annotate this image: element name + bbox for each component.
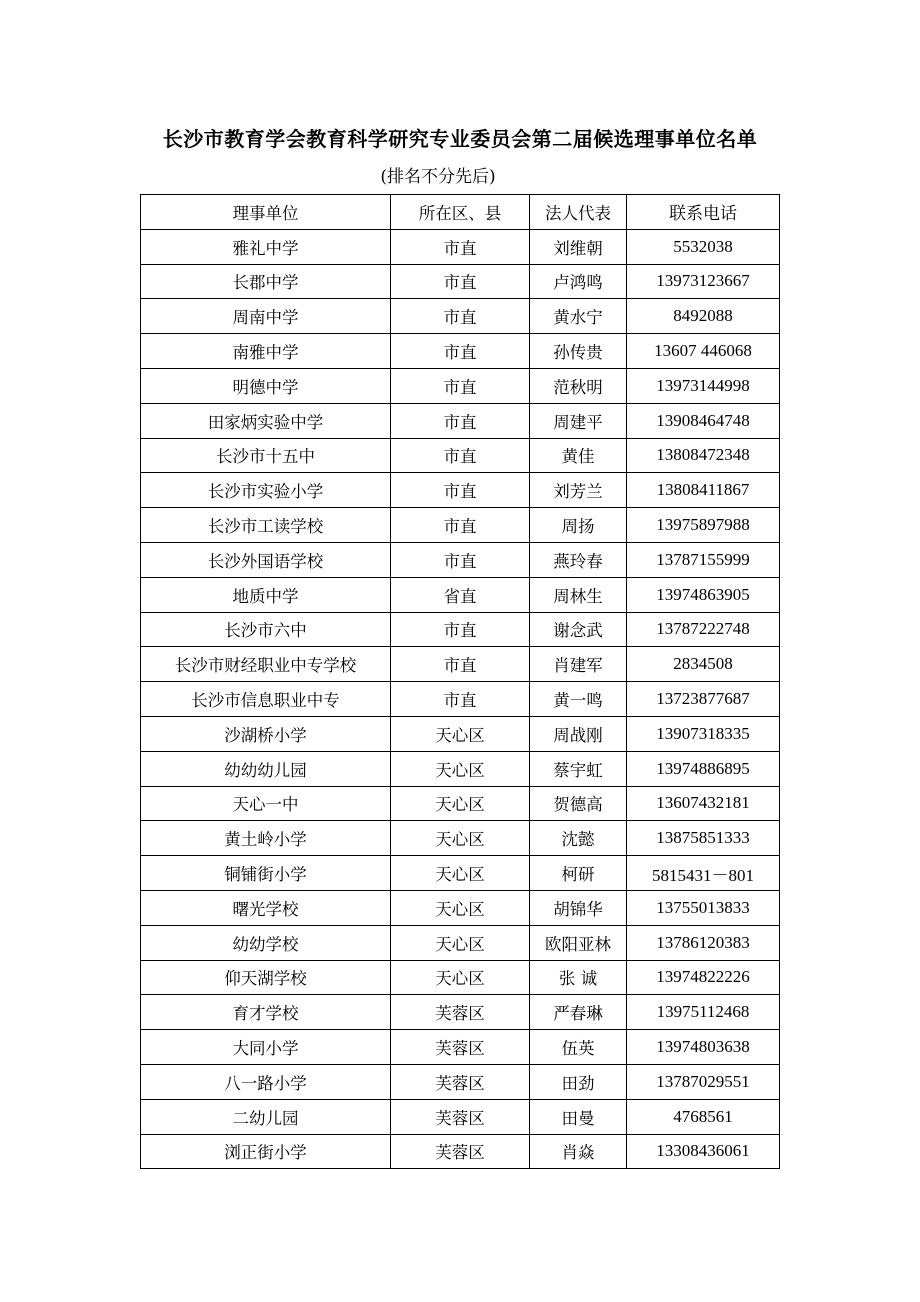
cell-phone: 13975897988: [627, 508, 780, 543]
table-row: [141, 577, 780, 612]
table-row: [141, 751, 780, 786]
cell-phone: 13974886895: [627, 751, 780, 786]
cell-district: 市直: [391, 647, 530, 682]
cell-district: 芙蓉区: [391, 1064, 530, 1099]
table-body: [141, 229, 780, 1169]
cell-district: 天心区: [391, 751, 530, 786]
table-row: [141, 334, 780, 369]
cell-district: 天心区: [391, 890, 530, 925]
cell-district: 芙蓉区: [391, 1030, 530, 1065]
cell-unit: 周南中学: [141, 299, 391, 334]
cell-unit: 黄土岭小学: [141, 821, 391, 856]
table-row: [141, 716, 780, 751]
cell-phone: 13755013833: [627, 890, 780, 925]
cell-legal-rep: 肖建军: [530, 647, 627, 682]
cell-unit: 天心一中: [141, 786, 391, 821]
cell-unit: 长沙市实验小学: [141, 473, 391, 508]
table-row: [141, 647, 780, 682]
cell-legal-rep: 严春琳: [530, 995, 627, 1030]
table-row: [141, 856, 780, 891]
table-row: [141, 786, 780, 821]
cell-district: 天心区: [391, 856, 530, 891]
cell-district: 市直: [391, 438, 530, 473]
cell-unit: 曙光学校: [141, 890, 391, 925]
cell-unit: 长沙外国语学校: [141, 542, 391, 577]
cell-phone: 13723877687: [627, 682, 780, 717]
table-row: [141, 1099, 780, 1134]
cell-unit: 沙湖桥小学: [141, 716, 391, 751]
cell-phone: 5815431－801: [627, 856, 780, 891]
cell-phone: 2834508: [627, 647, 780, 682]
cell-phone: 13974863905: [627, 577, 780, 612]
cell-unit: 仰天湖学校: [141, 960, 391, 995]
cell-unit: 雅礼中学: [141, 229, 391, 264]
cell-phone: 13787155999: [627, 542, 780, 577]
header-unit: 理事单位: [141, 195, 391, 230]
table-row: [141, 960, 780, 995]
cell-legal-rep: 沈懿: [530, 821, 627, 856]
cell-district: 市直: [391, 612, 530, 647]
table-row: [141, 438, 780, 473]
table-row: [141, 229, 780, 264]
cell-legal-rep: 周扬: [530, 508, 627, 543]
cell-legal-rep: 柯研: [530, 856, 627, 891]
cell-phone: 13787029551: [627, 1064, 780, 1099]
cell-phone: 13875851333: [627, 821, 780, 856]
cell-unit: 长沙市财经职业中专学校: [141, 647, 391, 682]
table-row: [141, 1030, 780, 1065]
cell-legal-rep: 田曼: [530, 1099, 627, 1134]
table-row: [141, 264, 780, 299]
cell-legal-rep: 黄一鸣: [530, 682, 627, 717]
cell-unit: 幼幼学校: [141, 925, 391, 960]
cell-phone: 13308436061: [627, 1134, 780, 1169]
table-row: [141, 299, 780, 334]
cell-unit: 长沙市信息职业中专: [141, 682, 391, 717]
cell-legal-rep: 刘芳兰: [530, 473, 627, 508]
cell-district: 天心区: [391, 960, 530, 995]
table-row: [141, 473, 780, 508]
table-row: [141, 1064, 780, 1099]
table-row: [141, 995, 780, 1030]
cell-phone: 13607432181: [627, 786, 780, 821]
cell-phone: 13808411867: [627, 473, 780, 508]
table-row: [141, 542, 780, 577]
table-header-row: [141, 195, 780, 230]
page-title: 长沙市教育学会教育科学研究专业委员会第二届候选理事单位名单: [162, 127, 758, 151]
cell-unit: 明德中学: [141, 368, 391, 403]
cell-legal-rep: 胡锦华: [530, 890, 627, 925]
cell-legal-rep: 伍英: [530, 1030, 627, 1065]
cell-legal-rep: 张 诚: [530, 960, 627, 995]
cell-phone: 13974803638: [627, 1030, 780, 1065]
cell-district: 天心区: [391, 925, 530, 960]
cell-district: 市直: [391, 682, 530, 717]
cell-district: 芙蓉区: [391, 995, 530, 1030]
table-row: [141, 821, 780, 856]
cell-unit: 长沙市工读学校: [141, 508, 391, 543]
cell-district: 天心区: [391, 716, 530, 751]
cell-unit: 田家炳实验中学: [141, 403, 391, 438]
cell-phone: 8492088: [627, 299, 780, 334]
cell-phone: 13607 446068: [627, 334, 780, 369]
cell-unit: 幼幼幼儿园: [141, 751, 391, 786]
table-row: [141, 890, 780, 925]
cell-district: 市直: [391, 299, 530, 334]
cell-phone: 13975112468: [627, 995, 780, 1030]
cell-district: 市直: [391, 473, 530, 508]
cell-unit: 长郡中学: [141, 264, 391, 299]
cell-phone: 13907318335: [627, 716, 780, 751]
cell-legal-rep: 刘维朝: [530, 229, 627, 264]
cell-district: 市直: [391, 508, 530, 543]
cell-phone: 13786120383: [627, 925, 780, 960]
table-row: [141, 612, 780, 647]
header-phone: 联系电话: [627, 195, 780, 230]
cell-legal-rep: 黄佳: [530, 438, 627, 473]
cell-district: 市直: [391, 264, 530, 299]
cell-district: 市直: [391, 334, 530, 369]
cell-district: 市直: [391, 542, 530, 577]
council-member-table: [140, 194, 780, 1169]
table-row: [141, 403, 780, 438]
table-row: [141, 925, 780, 960]
cell-unit: 二幼儿园: [141, 1099, 391, 1134]
cell-legal-rep: 欧阳亚林: [530, 925, 627, 960]
header-legal-rep: 法人代表: [530, 195, 627, 230]
cell-legal-rep: 蔡宇虹: [530, 751, 627, 786]
cell-legal-rep: 周战刚: [530, 716, 627, 751]
cell-legal-rep: 田劲: [530, 1064, 627, 1099]
cell-legal-rep: 卢鸿鸣: [530, 264, 627, 299]
table-row: [141, 682, 780, 717]
cell-legal-rep: 肖焱: [530, 1134, 627, 1169]
cell-district: 省直: [391, 577, 530, 612]
cell-district: 天心区: [391, 821, 530, 856]
cell-unit: 育才学校: [141, 995, 391, 1030]
cell-phone: 13974822226: [627, 960, 780, 995]
cell-district: 市直: [391, 368, 530, 403]
cell-phone: 13787222748: [627, 612, 780, 647]
cell-legal-rep: 黄水宁: [530, 299, 627, 334]
cell-phone: 13808472348: [627, 438, 780, 473]
cell-unit: 长沙市十五中: [141, 438, 391, 473]
table-row: [141, 368, 780, 403]
cell-phone: 13973144998: [627, 368, 780, 403]
ranking-note: (排名不分先后): [380, 167, 496, 187]
cell-legal-rep: 周林生: [530, 577, 627, 612]
cell-district: 芙蓉区: [391, 1134, 530, 1169]
cell-phone: 4768561: [627, 1099, 780, 1134]
cell-phone: 13973123667: [627, 264, 780, 299]
cell-district: 天心区: [391, 786, 530, 821]
cell-legal-rep: 周建平: [530, 403, 627, 438]
cell-unit: 地质中学: [141, 577, 391, 612]
cell-legal-rep: 燕玲春: [530, 542, 627, 577]
cell-legal-rep: 范秋明: [530, 368, 627, 403]
cell-unit: 长沙市六中: [141, 612, 391, 647]
cell-unit: 南雅中学: [141, 334, 391, 369]
cell-legal-rep: 谢念武: [530, 612, 627, 647]
cell-legal-rep: 孙传贵: [530, 334, 627, 369]
cell-phone: 13908464748: [627, 403, 780, 438]
cell-unit: 八一路小学: [141, 1064, 391, 1099]
cell-district: 芙蓉区: [391, 1099, 530, 1134]
cell-phone: 5532038: [627, 229, 780, 264]
table-row: [141, 1134, 780, 1169]
cell-district: 市直: [391, 403, 530, 438]
header-district: 所在区、县: [391, 195, 530, 230]
cell-district: 市直: [391, 229, 530, 264]
cell-unit: 大同小学: [141, 1030, 391, 1065]
cell-unit: 浏正街小学: [141, 1134, 391, 1169]
cell-legal-rep: 贺德高: [530, 786, 627, 821]
table-row: [141, 508, 780, 543]
cell-unit: 铜铺街小学: [141, 856, 391, 891]
